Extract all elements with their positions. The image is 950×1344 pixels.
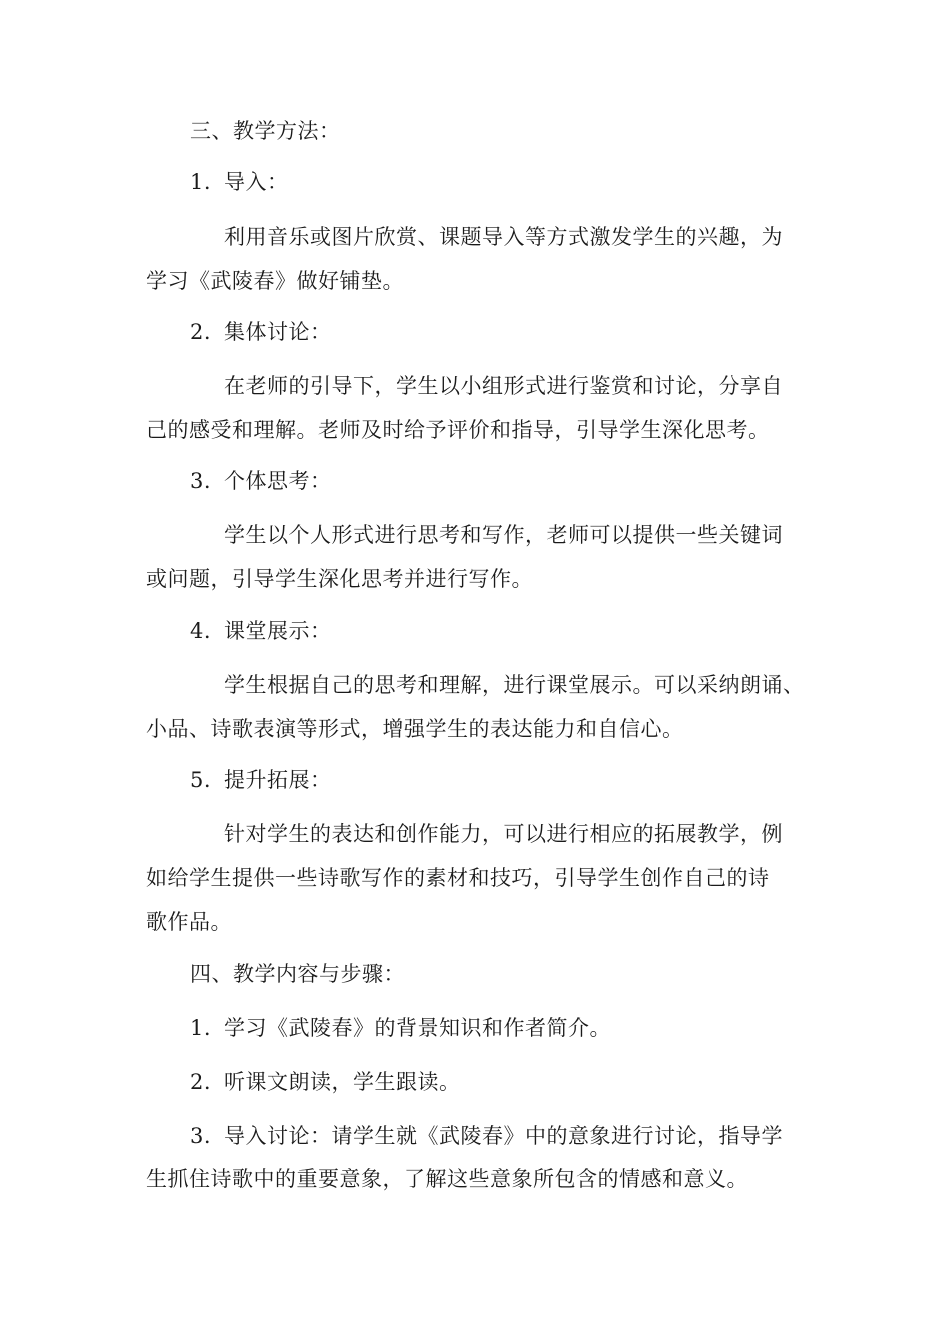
list-number: 3. bbox=[190, 469, 212, 493]
list-text: 听课文朗读，学生跟读。 bbox=[224, 1070, 461, 1094]
list-title: 导入： bbox=[224, 170, 289, 194]
list-title: 个体思考： bbox=[224, 469, 332, 493]
list-item bbox=[190, 1014, 611, 1042]
paragraph-line: 在老师的引导下，学生以小组形式进行鉴赏和讨论，分享自 bbox=[224, 374, 783, 398]
list-item bbox=[190, 1068, 461, 1096]
list-number: 3. bbox=[190, 1124, 212, 1148]
paragraph-line: 学生根据自己的思考和理解，进行课堂展示。可以采纳朗诵、 bbox=[224, 673, 805, 697]
list-number: 2. bbox=[190, 1070, 212, 1094]
paragraph-line: 小品、诗歌表演等形式，增强学生的表达能力和自信心。 bbox=[146, 717, 684, 741]
paragraph-line: 己的感受和理解。老师及时给予评价和指导，引导学生深化思考。 bbox=[146, 418, 770, 442]
paragraph-line: 利用音乐或图片欣赏、课题导入等方式激发学生的兴趣，为 bbox=[224, 225, 783, 249]
list-title: 集体讨论： bbox=[224, 320, 332, 344]
section-heading: 三、教学方法： bbox=[190, 119, 341, 143]
paragraph-line: 或问题，引导学生深化思考并进行写作。 bbox=[146, 567, 533, 591]
list-number: 2. bbox=[190, 320, 212, 344]
list-title: 课堂展示： bbox=[224, 619, 332, 643]
list-item-title bbox=[190, 168, 289, 196]
paragraph-line: 生抓住诗歌中的重要意象，了解这些意象所包含的情感和意义。 bbox=[146, 1167, 748, 1191]
list-item-title bbox=[190, 318, 332, 346]
list-text: 学习《武陵春》的背景知识和作者简介。 bbox=[224, 1016, 611, 1040]
paragraph-line: 针对学生的表达和创作能力，可以进行相应的拓展教学，例 bbox=[224, 822, 783, 846]
paragraph-line: 学生以个人形式进行思考和写作，老师可以提供一些关键词 bbox=[224, 523, 783, 547]
paragraph-line: 歌作品。 bbox=[146, 910, 232, 934]
list-number: 4. bbox=[190, 619, 212, 643]
list-number: 1. bbox=[190, 170, 212, 194]
paragraph-line: 学习《武陵春》做好铺垫。 bbox=[146, 269, 404, 293]
list-number: 5. bbox=[190, 768, 212, 792]
list-item-title bbox=[190, 617, 332, 645]
list-item-title bbox=[190, 766, 332, 794]
list-title: 提升拓展： bbox=[224, 768, 332, 792]
list-item bbox=[190, 1122, 783, 1150]
list-text: 导入讨论：请学生就《武陵春》中的意象进行讨论，指导学 bbox=[224, 1124, 783, 1148]
paragraph-line: 如给学生提供一些诗歌写作的素材和技巧，引导学生创作自己的诗 bbox=[146, 866, 770, 890]
list-number: 1. bbox=[190, 1016, 212, 1040]
list-item-title bbox=[190, 467, 332, 495]
section-heading: 四、教学内容与步骤： bbox=[190, 962, 405, 986]
